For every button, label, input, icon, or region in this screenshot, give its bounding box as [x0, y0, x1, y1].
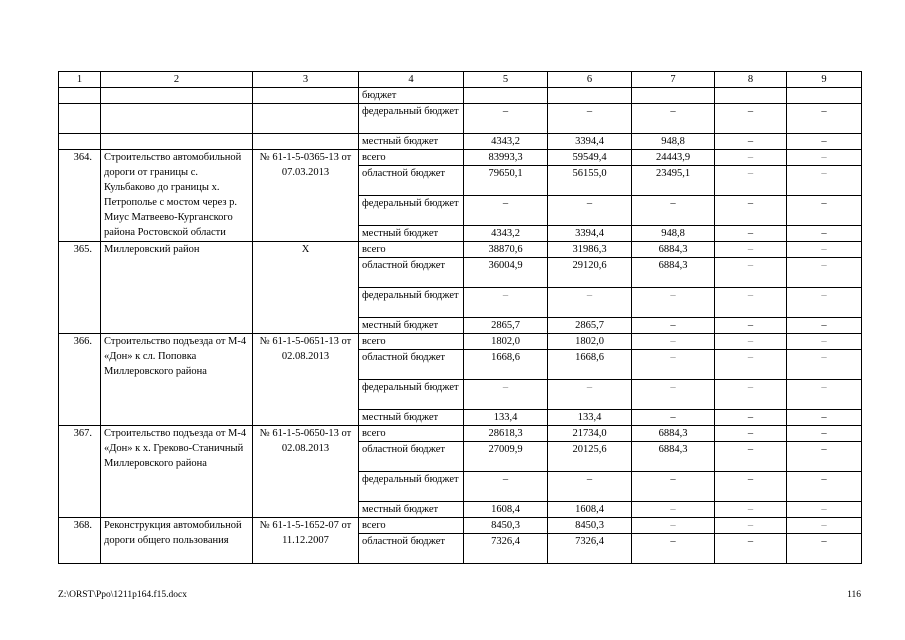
amount-cell: –	[548, 380, 632, 410]
amount-cell: –	[632, 196, 715, 226]
document-table	[58, 71, 862, 564]
amount-cell: 28618,3	[464, 426, 548, 442]
column-number: 3	[253, 72, 359, 88]
amount-cell: 133,4	[548, 410, 632, 426]
amount-cell: –	[787, 410, 862, 426]
funding-source: всего	[359, 334, 464, 350]
amount-cell: –	[787, 350, 862, 380]
funding-source: областной бюджет	[359, 258, 464, 288]
amount-cell: –	[787, 104, 862, 134]
object-name: Реконструкция автомобильной дороги общего пользования	[101, 518, 253, 564]
amount-cell: 21734,0	[548, 426, 632, 442]
amount-cell: –	[787, 534, 862, 564]
amount-cell: –	[787, 472, 862, 502]
funding-source: федеральный бюджет	[359, 380, 464, 410]
row-number: 366.	[59, 334, 101, 426]
amount-cell: –	[787, 242, 862, 258]
footer-page-number: 116	[847, 590, 861, 600]
header-row	[59, 72, 862, 88]
amount-cell: –	[787, 196, 862, 226]
amount-cell: –	[715, 226, 787, 242]
table-row	[59, 134, 862, 150]
amount-cell: –	[787, 288, 862, 318]
amount-cell: 36004,9	[464, 258, 548, 288]
funding-source: областной бюджет	[359, 350, 464, 380]
amount-cell: 6884,3	[632, 258, 715, 288]
column-number: 7	[632, 72, 715, 88]
amount-cell: 1608,4	[548, 502, 632, 518]
amount-cell	[632, 88, 715, 104]
amount-cell: –	[715, 518, 787, 534]
funding-source: областной бюджет	[359, 442, 464, 472]
amount-cell: –	[464, 288, 548, 318]
row-number	[59, 104, 101, 134]
row-number	[59, 134, 101, 150]
funding-source: местный бюджет	[359, 410, 464, 426]
amount-cell: –	[787, 518, 862, 534]
amount-cell: –	[715, 288, 787, 318]
amount-cell: –	[787, 442, 862, 472]
column-number: 5	[464, 72, 548, 88]
document-code: Х	[253, 242, 359, 334]
funding-source: всего	[359, 242, 464, 258]
amount-cell: –	[632, 472, 715, 502]
amount-cell: –	[548, 472, 632, 502]
object-name: Миллеровский район	[101, 242, 253, 334]
amount-cell: 1668,6	[548, 350, 632, 380]
amount-cell: –	[632, 380, 715, 410]
amount-cell: 24443,9	[632, 150, 715, 166]
amount-cell: –	[715, 334, 787, 350]
row-number: 364.	[59, 150, 101, 242]
table-row	[59, 426, 862, 442]
row-number	[59, 88, 101, 104]
amount-cell	[548, 88, 632, 104]
funding-source: всего	[359, 518, 464, 534]
amount-cell: –	[715, 410, 787, 426]
amount-cell: 4343,2	[464, 226, 548, 242]
amount-cell: –	[715, 502, 787, 518]
funding-source: всего	[359, 150, 464, 166]
amount-cell: –	[715, 380, 787, 410]
amount-cell: –	[715, 442, 787, 472]
amount-cell: 31986,3	[548, 242, 632, 258]
amount-cell: 1668,6	[464, 350, 548, 380]
amount-cell: –	[464, 380, 548, 410]
object-name	[101, 134, 253, 150]
amount-cell: –	[715, 104, 787, 134]
amount-cell: 2865,7	[464, 318, 548, 334]
column-number: 6	[548, 72, 632, 88]
column-number: 1	[59, 72, 101, 88]
funding-source: областной бюджет	[359, 166, 464, 196]
funding-source: бюджет	[359, 88, 464, 104]
amount-cell: 20125,6	[548, 442, 632, 472]
document-code: № 61-1-5-0651-13 от 02.08.2013	[253, 334, 359, 426]
table-row	[59, 150, 862, 166]
document-code	[253, 88, 359, 104]
funding-source: всего	[359, 426, 464, 442]
amount-cell: –	[715, 426, 787, 442]
amount-cell: –	[464, 104, 548, 134]
document-code	[253, 134, 359, 150]
amount-cell: –	[715, 258, 787, 288]
row-number: 368.	[59, 518, 101, 564]
amount-cell: 1608,4	[464, 502, 548, 518]
amount-cell: –	[787, 166, 862, 196]
amount-cell: –	[787, 426, 862, 442]
amount-cell: 1802,0	[548, 334, 632, 350]
document-code: № 61-1-5-1652-07 от 11.12.2007	[253, 518, 359, 564]
funding-source: местный бюджет	[359, 134, 464, 150]
amount-cell: –	[787, 226, 862, 242]
amount-cell: –	[715, 350, 787, 380]
table-row	[59, 104, 862, 134]
amount-cell: –	[632, 334, 715, 350]
amount-cell: 38870,6	[464, 242, 548, 258]
amount-cell: –	[787, 318, 862, 334]
amount-cell: –	[632, 288, 715, 318]
amount-cell: –	[715, 242, 787, 258]
amount-cell: 948,8	[632, 226, 715, 242]
amount-cell: 8450,3	[548, 518, 632, 534]
amount-cell: 29120,6	[548, 258, 632, 288]
amount-cell: –	[787, 134, 862, 150]
funding-source: местный бюджет	[359, 502, 464, 518]
table-row	[59, 88, 862, 104]
amount-cell: –	[715, 150, 787, 166]
footer-file-path: Z:\ORST\Ppo\1211p164.f15.docx	[58, 590, 187, 600]
amount-cell: –	[632, 502, 715, 518]
funding-source: местный бюджет	[359, 226, 464, 242]
amount-cell: –	[464, 472, 548, 502]
amount-cell: 133,4	[464, 410, 548, 426]
amount-cell: –	[787, 150, 862, 166]
object-name	[101, 104, 253, 134]
amount-cell: 79650,1	[464, 166, 548, 196]
amount-cell: –	[787, 258, 862, 288]
object-name: Строительство автомобильной дороги от границы с. Кульбаково до границы х. Петрополье с мостом через р. Миус Матвеево-Курганского района Ростовской области	[101, 150, 253, 242]
amount-cell: 3394,4	[548, 134, 632, 150]
amount-cell: 1802,0	[464, 334, 548, 350]
object-name	[101, 88, 253, 104]
row-number: 367.	[59, 426, 101, 518]
amount-cell: 6884,3	[632, 442, 715, 472]
funding-source: федеральный бюджет	[359, 288, 464, 318]
amount-cell: –	[632, 350, 715, 380]
amount-cell: –	[632, 518, 715, 534]
amount-cell: –	[787, 502, 862, 518]
amount-cell: –	[787, 380, 862, 410]
funding-source: федеральный бюджет	[359, 196, 464, 226]
object-name: Строительство подъезда от М-4 «Дон» к х. Греково-Станичный Миллеровского района	[101, 426, 253, 518]
amount-cell: 27009,9	[464, 442, 548, 472]
amount-cell: 3394,4	[548, 226, 632, 242]
amount-cell: 8450,3	[464, 518, 548, 534]
column-number: 9	[787, 72, 862, 88]
funding-source: областной бюджет	[359, 534, 464, 564]
amount-cell	[787, 88, 862, 104]
table-row	[59, 334, 862, 350]
object-name: Строительство подъезда от М-4 «Дон» к сл. Поповка Миллеровского района	[101, 334, 253, 426]
amount-cell: 23495,1	[632, 166, 715, 196]
amount-cell: 7326,4	[464, 534, 548, 564]
amount-cell: –	[632, 410, 715, 426]
column-number: 4	[359, 72, 464, 88]
funding-source: федеральный бюджет	[359, 104, 464, 134]
amount-cell: 6884,3	[632, 426, 715, 442]
document-code: № 61-1-5-0365-13 от 07.03.2013	[253, 150, 359, 242]
funding-source: федеральный бюджет	[359, 472, 464, 502]
amount-cell: –	[715, 196, 787, 226]
amount-cell: –	[632, 104, 715, 134]
amount-cell: –	[787, 334, 862, 350]
amount-cell: –	[632, 318, 715, 334]
amount-cell: –	[632, 534, 715, 564]
amount-cell: 2865,7	[548, 318, 632, 334]
amount-cell: –	[548, 288, 632, 318]
amount-cell: 59549,4	[548, 150, 632, 166]
column-number: 8	[715, 72, 787, 88]
column-number: 2	[101, 72, 253, 88]
table-row	[59, 518, 862, 534]
amount-cell: 83993,3	[464, 150, 548, 166]
amount-cell: –	[548, 104, 632, 134]
row-number: 365.	[59, 242, 101, 334]
amount-cell: –	[715, 534, 787, 564]
funding-source: местный бюджет	[359, 318, 464, 334]
amount-cell: 4343,2	[464, 134, 548, 150]
amount-cell: –	[715, 166, 787, 196]
amount-cell: –	[715, 134, 787, 150]
amount-cell: 948,8	[632, 134, 715, 150]
amount-cell: –	[715, 472, 787, 502]
amount-cell: –	[548, 196, 632, 226]
amount-cell	[464, 88, 548, 104]
amount-cell: 6884,3	[632, 242, 715, 258]
amount-cell: 7326,4	[548, 534, 632, 564]
document-code: № 61-1-5-0650-13 от 02.08.2013	[253, 426, 359, 518]
amount-cell	[715, 88, 787, 104]
table-row	[59, 242, 862, 258]
amount-cell: 56155,0	[548, 166, 632, 196]
amount-cell: –	[464, 196, 548, 226]
amount-cell: –	[715, 318, 787, 334]
document-code	[253, 104, 359, 134]
